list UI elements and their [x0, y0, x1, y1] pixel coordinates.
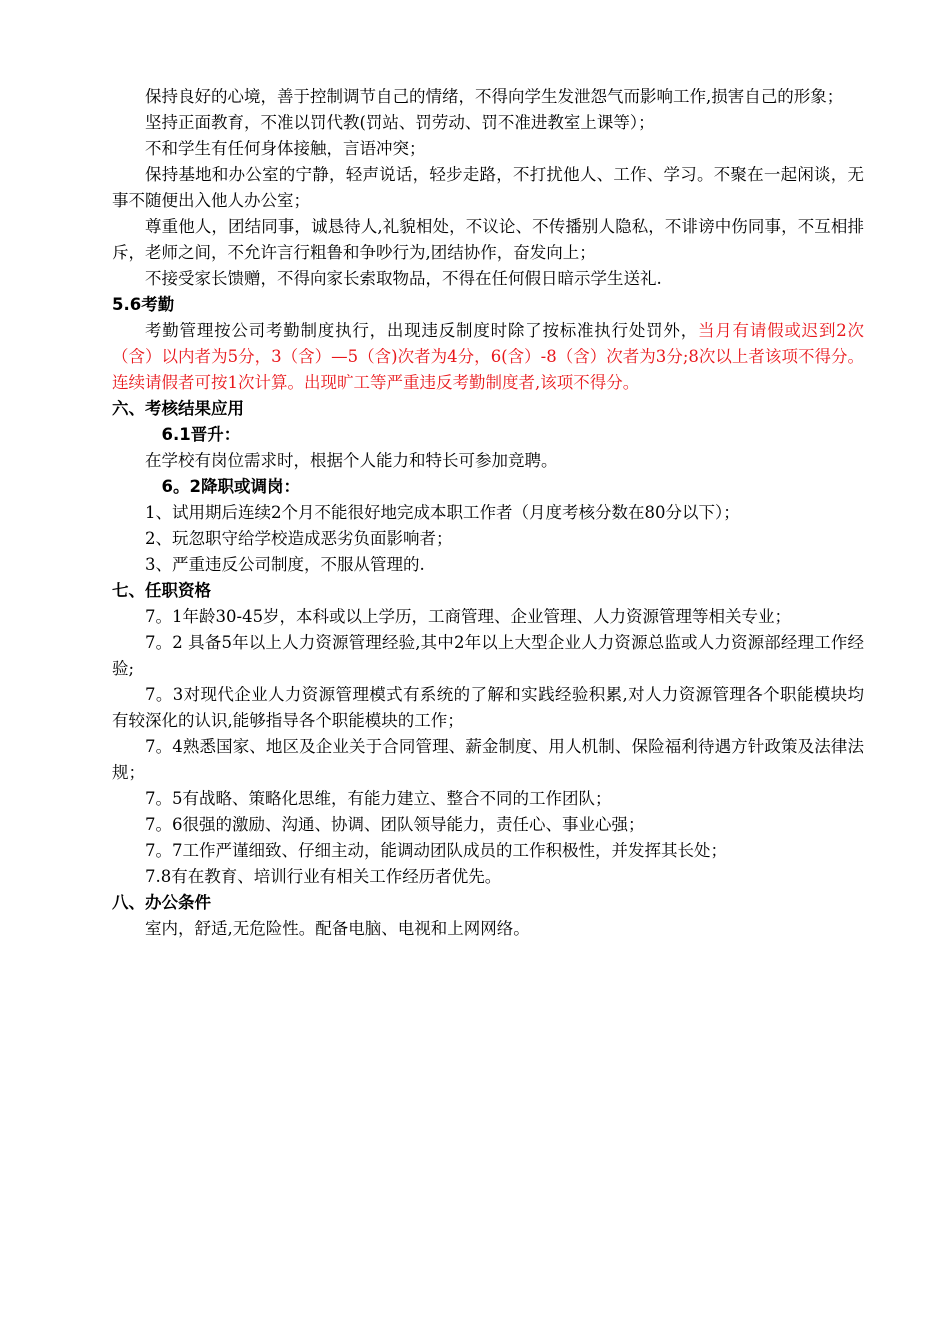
office-conditions-text: 室内，舒适,无危险性。配备电脑、电视和上网网络。 — [145, 919, 530, 938]
promotion-subheading: 6.1晋升： — [161, 425, 241, 444]
qualification-item: 7。3对现代企业人力资源管理模式有系统的了解和实践经验积累,对人力资源管理各个职能模块均有较深化的认识,能够指导各个职能模块的工作； — [112, 685, 864, 730]
promotion-text: 在学校有岗位需求时，根据个人能力和特长可参加竞聘。 — [145, 451, 558, 470]
conduct-item: 保持良好的心境，善于控制调节自己的情绪，不得向学生发泄怨气而影响工作,损害自己的形象； — [145, 87, 844, 106]
attendance-text: 考勤管理按公司考勤制度执行，出现违反制度时除了按标准执行处罚外， — [145, 321, 698, 340]
section8-heading: 八、办公条件 — [112, 893, 211, 912]
conduct-item: 不接受家长馈赠，不得向家长索取物品，不得在任何假日暗示学生送礼. — [145, 269, 662, 288]
attendance-paragraph — [112, 318, 864, 396]
attendance-scoring-text: 当月有请假或迟到2次（含）以内者为5分，3（含）—5（含)次者为4分，6(含）-8（含）次者为3分;8次以上者该项不得分。连续请假者可按1次计算。出现旷工等严重违反考勤制度者,该项不得分。 — [112, 321, 865, 392]
qualification-item: 7。7工作严谨细致、仔细主动，能调动团队成员的工作积极性，并发挥其长处； — [145, 841, 727, 860]
qualification-item: 7。1年龄30-45岁，本科或以上学历，工商管理、企业管理、人力资源管理等相关专业； — [145, 607, 792, 626]
demotion-subheading: 6。2降职或调岗： — [161, 477, 300, 496]
conduct-item: 保持基地和办公室的宁静，轻声说话，轻步走路，不打扰他人、工作、学习。不聚在一起闲谈，无事不随便出入他人办公室； — [112, 165, 864, 210]
demotion-item: 1、试用期后连续2个月不能很好地完成本职工作者（月度考核分数在80分以下）； — [145, 503, 740, 522]
qualification-item: 7。6很强的激励、沟通、协调、团队领导能力，责任心、事业心强； — [145, 815, 645, 834]
section6-heading: 六、考核结果应用 — [112, 399, 244, 418]
qualification-item: 7.8有在教育、培训行业有相关工作经历者优先。 — [145, 867, 502, 886]
qualification-item: 7。5有战略、策略化思维，有能力建立、整合不同的工作团队； — [145, 789, 612, 808]
document-page — [112, 84, 864, 942]
conduct-item: 坚持正面教育，不准以罚代教(罚站、罚劳动、罚不准进教室上课等）； — [145, 113, 655, 132]
qualification-item: 7。4熟悉国家、地区及企业关于合同管理、薪金制度、用人机制、保险福利待遇方针政策及法律法规； — [112, 737, 864, 782]
conduct-item: 不和学生有任何身体接触，言语冲突； — [145, 139, 426, 158]
section7-heading: 七、任职资格 — [112, 581, 211, 600]
demotion-item: 2、玩忽职守给学校造成恶劣负面影响者； — [145, 529, 453, 548]
conduct-item: 尊重他人，团结同事，诚恳待人,礼貌相处，不议论、不传播别人隐私，不诽谤中伤同事，不互相排斥，老师之间，不允许言行粗鲁和争吵行为,团结协作，奋发向上； — [112, 217, 864, 262]
attendance-heading: 5.6考勤 — [112, 295, 175, 314]
demotion-item: 3、严重违反公司制度，不服从管理的. — [145, 555, 425, 574]
qualification-item: 7。2 具备5年以上人力资源管理经验,其中2年以上大型企业人力资源总监或人力资源部经理工作经验; — [112, 633, 864, 678]
